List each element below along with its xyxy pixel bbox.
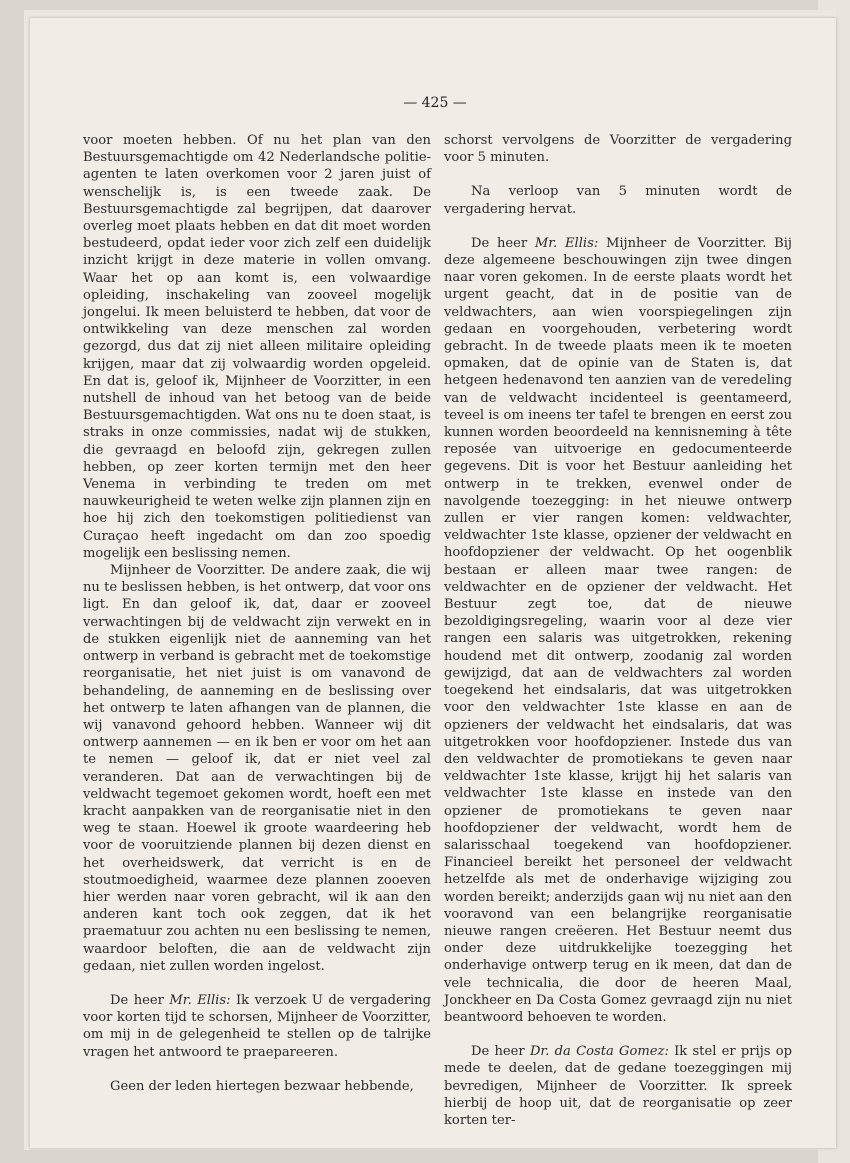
speaker-name: Mr. Ellis: bbox=[534, 235, 599, 251]
right-paragraph-4 bbox=[444, 1043, 792, 1129]
left-paragraph-4: Geen der leden hiertegen bezwaar hebbende, bbox=[110, 1078, 414, 1094]
paragraph-text: Ik verzoek U de vergadering voor korten tijd te schorsen, Mijnheer de Voorzitter, om mij in de gelegenheid te stellen op de talrijke vragen het antwoord te praepareeren. bbox=[83, 992, 431, 1060]
speaker-prefix: De heer bbox=[110, 992, 170, 1008]
left-column bbox=[83, 132, 431, 1095]
left-paragraph-3 bbox=[83, 992, 431, 1061]
paragraph-text: Mijnheer de Voorzitter. Bij deze algemeene beschouwingen zijn twee dingen naar voren gekomen. In de eerste plaats wordt het urgent geacht, dat in de positie van de veldwachters, aan wien voorspiegelingen zijn gedaan en voorgehouden, verbetering wordt gebracht. In de tweede plaats meen ik te moeten opmaken, dat de opinie van de Staten is, dat hetgeen hedenavond ten aanzien van de veredeling van de veldwacht incidenteel is geentameerd, teveel is om ineens ter tafel te brengen en eerst zou kunnen worden beoordeeld na kennisneming à tête reposée van uitvoerige en gedocumenteerde gegevens. Dit is voor het Bestuur aanleiding het ontwerp in te trekken, evenwel onder de navolgende toezegging: in het nieuwe ontwerp zullen er vier rangen komen: veldwachter, veldwachter 1ste klasse, opziener der veldwacht en hoofdopziener der veldwacht. Op het oogenblik bestaan er alleen maar twee rangen: de veldwachter en de opziener der veldwacht. Het Bestuur zegt toe, dat de nieuwe bezoldigingsregeling, waarin voor al deze vier rangen een salaris was uitgetrokken, rekening houdend met dit ontwerp, zoodanig zal worden gewijzigd, dat aan de veldwachters zal worden toegekend het eindsalaris, dat was uitgetrokken voor den veldwachter 1ste klasse en aan de opzieners der veldwacht het eindsalaris, dat was uitgetrokken voor hoofdopziener. Instede dus van den veldwachter de promotiekans te geven naar veldwachter 1ste klasse, krijgt hij het salaris van veldwachter 1ste klasse en instede van den opziener de promotiekans te geven naar hoofdopziener der veldwacht, wordt hem de salarisschaal toegekend van hoofdopziener. Financieel bereikt het personeel der veldwacht hetzelfde als met de onderhavige wijziging zou worden bereikt; anderzijds gaan wij nu niet aan den vooravond van een belangrijke reorganisatie nieuwe rangen creëeren. Het Bestuur neemt dus onder deze uitdrukkelijke toezegging het onderhavige ontwerp terug en ik meen, dat dan de vele technicalia, die door de heeren Maal, Jonckheer en Da Costa Gomez gevraagd zijn nu niet beantwoord behoeven te worden. bbox=[444, 235, 792, 1025]
speaker-prefix: De heer bbox=[471, 235, 535, 251]
left-paragraph-2: Mijnheer de Voorzitter. De andere zaak, die wij nu te beslissen hebben, is het ontwerp, dat voor ons ligt. En dan geloof ik, dat, daar er zooveel verwachtingen bij de veldwacht zijn verwekt en in de stukken eigenlijk niet de aanneming van het ontwerp in verband is gebracht met de toekomstige reorganisatie, het niet juist is om vanavond de behandeling, de aanneming en de beslissing over het ontwerp te laten afhangen van de plannen, die wij vanavond gehoord hebben. Wanneer wij dit ontwerp aannemen — en ik ben er voor om het aan te nemen — geloof ik, dat er niet veel zal veranderen. Dat aan de verwachtingen bij de veldwacht tegemoet gekomen wordt, hoeft een met kracht aanpakken van de reorganisatie niet in den weg te staan. Hoewel ik groote waardeering heb voor de vooruitziende plannen bij dezen dienst en het overheidswerk, dat verricht is en de stoutmoedigheid, waarmee deze plannen zooeven hier werden naar voren gebracht, wil ik aan den anderen kant toch ook zeggen, dat ik het praematuur zou achten nu een beslissing te nemen, waardoor beloften, die aan de veldwacht zijn gedaan, niet zullen worden ingelost. bbox=[83, 563, 431, 974]
left-paragraph-1: voor moeten hebben. Of nu het plan van den Bestuursgemachtigde om 42 Nederlandsche politie-agenten te laten overkomen voor 2 jaren juist of wenschelijk is, is een tweede zaak. De Bestuursgemachtigde zal begrijpen, dat daarover overleg moet plaats hebben en dat dit moet worden bestudeerd, opdat ieder voor zich zelf een duidelijk inzicht krijgt in deze materie in vollen omvang. Waar het op aan komt is, een volwaardige opleiding, inschakeling van zooveel mogelijk jongelui. Ik meen beluisterd te hebben, dat voor de ontwikkeling van deze menschen zal worden gezorgd, dus dat zij niet alleen militaire opleiding krijgen, maar dat zij volwaardig worden opgeleid. En dat is, geloof ik, Mijnheer de Voorzitter, in een nutshell de inhoud van het betoog van de beide Bestuursgemachtigden. Wat ons nu te doen staat, is straks in onze commissies, nadat wij de stukken, die gevraagd en beloofd zijn, gekregen zullen hebben, op zeer korten termijn met den heer Venema in verbinding te treden om met nauwkeurigheid te weten welke zijn plannen zijn en hoe hij zich den toekomstigen politiedienst van Curaçao heeft ingedacht om dan zoo spoedig mogelijk een beslissing nemen. bbox=[83, 133, 431, 561]
speaker-name: Mr. Ellis: bbox=[169, 992, 231, 1008]
right-column bbox=[444, 132, 792, 1129]
paragraph-text: Ik stel er prijs op mede te deelen, dat de gedane toezeggingen mij bevredigen, Mijnheer de Voorzitter. Ik spreek hierbij de hoop uit, dat de reorganisatie op zeer korten ter- bbox=[444, 1044, 792, 1128]
page-number: — 425 — bbox=[403, 95, 467, 111]
speaker-prefix: De heer bbox=[471, 1044, 530, 1060]
right-paragraph-2: Na verloop van 5 minuten wordt de vergadering hervat. bbox=[444, 184, 792, 217]
speaker-name: Dr. da Costa Gomez: bbox=[529, 1044, 669, 1060]
right-paragraph-3 bbox=[444, 235, 792, 1026]
right-paragraph-1: schorst vervolgens de Voorzitter de vergadering voor 5 minuten. bbox=[444, 133, 792, 166]
